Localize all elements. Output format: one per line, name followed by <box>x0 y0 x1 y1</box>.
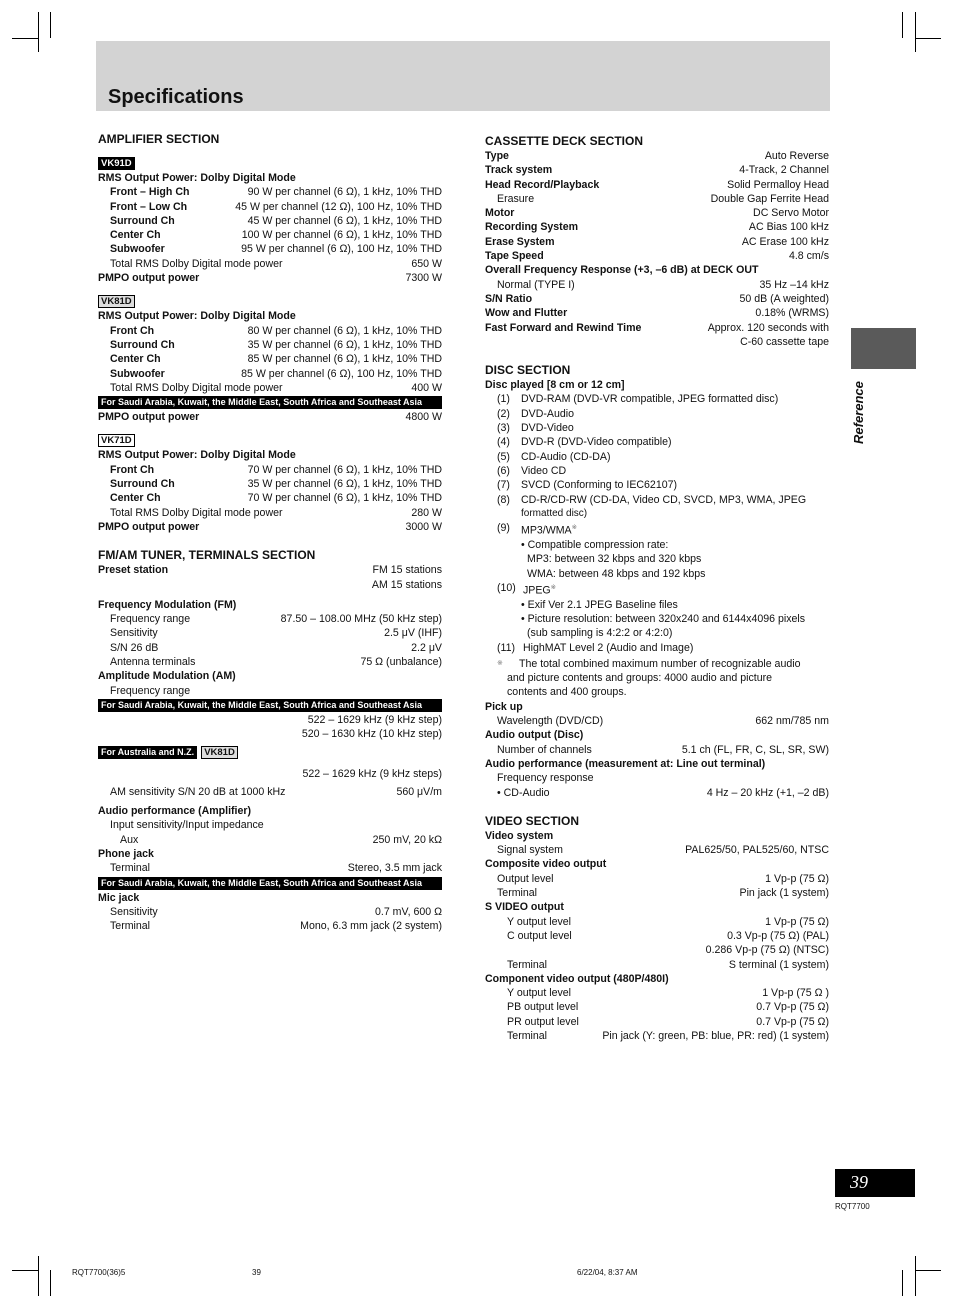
resolution-sub: (sub sampling is 4:2:2 or 4:2:0) <box>527 627 673 640</box>
disc-item: (5) CD-Audio (CD-DA) <box>497 450 611 463</box>
region-au <box>98 745 442 760</box>
model-badge-vk71d: VK71D <box>98 434 135 447</box>
disc-item: (8) CD-R/CD-RW (CD-DA, Video CD, SVCD, MP3, WMA, JPEG <box>497 493 807 506</box>
spec-row: Fast Forward and Rewind Time Approx. 120 seconds with <box>485 321 829 334</box>
spec-row: • CD-Audio 4 Hz – 20 kHz (+1, –2 dB) <box>497 786 829 799</box>
crop-mark <box>915 1270 941 1271</box>
crop-mark <box>12 1270 38 1271</box>
wma-rate: WMA: between 48 kbps and 192 kbps <box>527 567 706 580</box>
spec-row: Motor DC Servo Motor <box>485 207 829 220</box>
footer-left: RQT7700(36)5 <box>72 1268 126 1277</box>
rms-title: RMS Output Power: Dolby Digital Mode <box>98 310 296 323</box>
spec-row: Subwoofer 85 W per channel (6 Ω), 100 Hz, 10% THD <box>110 367 442 380</box>
spec-row: 520 – 1630 kHz (10 kHz step) <box>301 728 442 741</box>
rms-title: RMS Output Power: Dolby Digital Mode <box>98 449 296 462</box>
spec-row: Frequency response <box>497 772 594 785</box>
crop-mark <box>915 38 941 39</box>
crop-mark <box>902 1270 903 1296</box>
spec-row: 0.286 Vp-p (75 Ω) (NTSC) <box>705 944 829 957</box>
crop-mark <box>915 1256 916 1296</box>
fm-title: Frequency Modulation (FM) <box>98 598 237 611</box>
compat-rate: • Compatible compression rate: <box>521 538 669 551</box>
region-bar: For Saudi Arabia, Kuwait, the Middle East, South Africa and Southeast Asia <box>98 396 442 409</box>
spec-row: Signal system PAL625/50, PAL525/60, NTSC <box>497 844 829 857</box>
spec-row: Head Record/Playback Solid Permalloy Head <box>485 178 829 191</box>
spec-row: Terminal Pin jack (1 system) <box>497 887 829 900</box>
preset-row: Preset station FM 15 stations <box>98 564 442 577</box>
region-bar: For Saudi Arabia, Kuwait, the Middle East, South Africa and Southeast Asia <box>98 877 442 890</box>
left-column <box>98 130 442 933</box>
spec-row: 522 – 1629 kHz (9 kHz steps) <box>302 767 442 780</box>
page-number: 39 <box>850 1172 868 1192</box>
spec-row: Subwoofer 95 W per channel (6 Ω), 100 Hz, 10% THD <box>110 243 442 256</box>
spec-row: Type Auto Reverse <box>485 150 829 162</box>
disc-played-title: Disc played [8 cm or 12 cm] <box>485 379 625 392</box>
disc-item-label: JPEG <box>523 584 551 597</box>
audio-perf-title: Audio performance (measurement at: Line out terminal) <box>485 757 766 770</box>
crop-mark <box>38 1256 39 1296</box>
crop-mark <box>50 1270 51 1296</box>
spec-row: Erasure Double Gap Ferrite Head <box>497 192 829 205</box>
freq-title: Overall Frequency Response (+3, –6 dB) at DECK OUT <box>485 264 759 277</box>
exif: • Exif Ver 2.1 JPEG Baseline files <box>521 598 678 611</box>
spec-row: Terminal S terminal (1 system) <box>507 958 829 971</box>
spec-row: Front – High Ch 90 W per channel (6 Ω), 1 kHz, 10% THD <box>110 186 442 199</box>
total-row: Total RMS Dolby Digital mode power 400 W <box>110 381 442 394</box>
side-label: Reference <box>851 381 866 444</box>
footer-right: 6/22/04, 8:37 AM <box>577 1268 638 1277</box>
video-title: VIDEO SECTION <box>485 813 580 828</box>
spec-row: Track system 4-Track, 2 Channel <box>485 164 829 177</box>
footer-center: 39 <box>252 1268 261 1277</box>
disc-note: ※ The total combined maximum number of recognizable audio <box>497 657 801 670</box>
spec-row: Y output level 1 Vp-p (75 Ω ) <box>507 987 829 1000</box>
disc-item: (4) DVD-R (DVD-Video compatible) <box>497 436 672 449</box>
note-mark: ※ <box>571 524 578 532</box>
page-number-box <box>835 1169 915 1197</box>
disc-item: (10) JPEG※ <box>497 581 557 597</box>
spec-row: 522 – 1629 kHz (9 kHz step) <box>307 713 442 726</box>
rms-title: RMS Output Power: Dolby Digital Mode <box>98 172 296 184</box>
am-title: Amplitude Modulation (AM) <box>98 670 236 683</box>
disc-item-cont: formatted disc) <box>521 507 588 519</box>
disc-item: (1) DVD-RAM (DVD-VR compatible, JPEG formatted disc) <box>497 393 779 406</box>
spec-row: Wavelength (DVD/CD) 662 nm/785 nm <box>497 715 829 728</box>
spec-row: Front – Low Ch 45 W per channel (12 Ω), 100 Hz, 10% THD <box>110 200 442 213</box>
spec-row: Antenna terminals 75 Ω (unbalance) <box>110 656 442 669</box>
spec-row: Terminal Stereo, 3.5 mm jack <box>110 862 442 875</box>
crop-mark <box>38 12 39 52</box>
spec-row: Center Ch 85 W per channel (6 Ω), 1 kHz, 10% THD <box>110 353 442 366</box>
doc-code: RQT7700 <box>835 1202 870 1211</box>
vk91d-rows <box>98 185 442 256</box>
mp3-rate: MP3: between 32 kbps and 320 kbps <box>527 553 702 566</box>
region-bar: For Saudi Arabia, Kuwait, the Middle East, South Africa and Southeast Asia <box>98 699 442 712</box>
spec-row: Tape Speed 4.8 cm/s <box>485 250 829 263</box>
preset-row-am: AM 15 stations <box>371 578 442 591</box>
spec-row: Normal (TYPE I) 35 Hz –14 kHz <box>497 278 829 291</box>
spec-row: Output level 1 Vp-p (75 Ω) <box>497 872 829 885</box>
spec-row: Erase System AC Erase 100 kHz <box>485 235 829 248</box>
spec-row: Surround Ch 35 W per channel (6 Ω), 1 kHz, 10% THD <box>110 338 442 351</box>
audio-title: Audio performance (Amplifier) <box>98 805 252 818</box>
mic-title: Mic jack <box>98 891 140 904</box>
spec-row: Terminal Pin jack (Y: green, PB: blue, PR: red) (1 system) <box>507 1029 829 1042</box>
crop-mark <box>50 12 51 38</box>
pmpo-row: PMPO output power 3000 W <box>98 520 442 533</box>
spec-row: Number of channels 5.1 ch (FL, FR, C, SL, SR, SW) <box>497 743 829 756</box>
spec-row: Center Ch 70 W per channel (6 Ω), 1 kHz, 10% THD <box>110 492 442 505</box>
spec-row: PR output level 0.7 Vp-p (75 Ω) <box>507 1015 829 1028</box>
spec-row: PB output level 0.7 Vp-p (75 Ω) <box>507 1001 829 1014</box>
region-bar-au: For Australia and N.Z. <box>98 746 197 759</box>
disc-item: (6) Video CD <box>497 464 567 477</box>
model-badge-vk81d: VK81D <box>98 295 135 308</box>
video-system-title: Video system <box>485 829 554 842</box>
audio-out-title: Audio output (Disc) <box>485 729 584 742</box>
component-title: Component video output (480P/480I) <box>485 972 669 985</box>
note-mark: ※ <box>550 583 557 591</box>
spec-row: Sensitivity 0.7 mV, 600 Ω <box>110 905 442 918</box>
spec-row: Aux 250 mV, 20 kΩ <box>120 833 442 846</box>
svideo-title: S VIDEO output <box>485 901 564 914</box>
disc-item: (11) HighMAT Level 2 (Audio and Image) <box>497 641 694 654</box>
resolution: • Picture resolution: between 320x240 and 6144x4096 pixels <box>521 612 806 625</box>
cassette-title: CASSETTE DECK SECTION <box>485 134 644 148</box>
spec-row: Wow and Flutter 0.18% (WRMS) <box>485 307 829 320</box>
disc-title: DISC SECTION <box>485 363 571 378</box>
spec-row: Sensitivity 2.5 μV (IHF) <box>110 627 442 640</box>
model-badge-vk91d: VK91D <box>98 157 135 170</box>
disc-item: (9) MP3/WMA※ <box>497 522 578 537</box>
crop-mark <box>902 12 903 38</box>
spec-row: Front Ch 80 W per channel (6 Ω), 1 kHz, 10% THD <box>110 324 442 337</box>
disc-note-2: and picture contents and groups: 4000 audio and picture <box>507 672 773 685</box>
pickup-title: Pick up <box>485 700 523 713</box>
spec-row: AM sensitivity S/N 20 dB at 1000 kHz 560 μV/m <box>110 785 442 798</box>
disc-item: (7) SVCD (Conforming to IEC62107) <box>497 479 678 492</box>
spec-row: S/N Ratio 50 dB (A weighted) <box>485 292 829 305</box>
total-row: Total RMS Dolby Digital mode power 650 W <box>110 257 442 270</box>
disc-item-label: MP3/WMA <box>521 524 572 537</box>
spec-row: Surround Ch 35 W per channel (6 Ω), 1 kHz, 10% THD <box>110 478 442 491</box>
spec-row: C-60 cassette tape <box>740 335 829 348</box>
spec-row: Frequency range <box>110 684 191 697</box>
spec-row: C output level 0.3 Vp-p (75 Ω) (PAL) <box>507 929 829 942</box>
disc-item: (2) DVD-Audio <box>497 407 574 420</box>
spec-row: Surround Ch 45 W per channel (6 Ω), 1 kHz, 10% THD <box>110 214 442 227</box>
spec-row: Y output level 1 Vp-p (75 Ω) <box>507 915 829 928</box>
composite-title: Composite video output <box>485 858 607 871</box>
spec-row: Front Ch 70 W per channel (6 Ω), 1 kHz, 10% THD <box>110 463 442 476</box>
phone-title: Phone jack <box>98 847 154 860</box>
spec-row: Center Ch 100 W per channel (6 Ω), 1 kHz, 10% THD <box>110 229 442 242</box>
spec-row: S/N 26 dB 2.2 μV <box>110 641 442 654</box>
model-badge-vk81d: VK81D <box>201 746 238 759</box>
tuner-title: FM/AM TUNER, TERMINALS SECTION <box>98 548 316 563</box>
disc-item: (3) DVD-Video <box>497 422 574 435</box>
crop-mark <box>12 38 38 39</box>
amplifier-title: AMPLIFIER SECTION <box>98 132 220 146</box>
spec-row: Terminal Mono, 6.3 mm jack (2 system) <box>110 920 442 933</box>
spec-row: Recording System AC Bias 100 kHz <box>485 221 829 234</box>
page-title: Specifications <box>108 86 244 108</box>
crop-mark <box>915 12 916 52</box>
right-column <box>485 132 829 1043</box>
pmpo-row: PMPO output power 7300 W <box>98 272 442 285</box>
disc-note-3: contents and 400 groups. <box>507 686 627 699</box>
pmpo-row: PMPO output power 4800 W <box>98 411 442 424</box>
reference-tab <box>851 328 916 369</box>
total-row: Total RMS Dolby Digital mode power 280 W <box>110 506 442 519</box>
spec-row: Input sensitivity/Input impedance <box>110 819 264 832</box>
spec-row: Frequency range 87.50 – 108.00 MHz (50 kHz step) <box>110 613 442 626</box>
